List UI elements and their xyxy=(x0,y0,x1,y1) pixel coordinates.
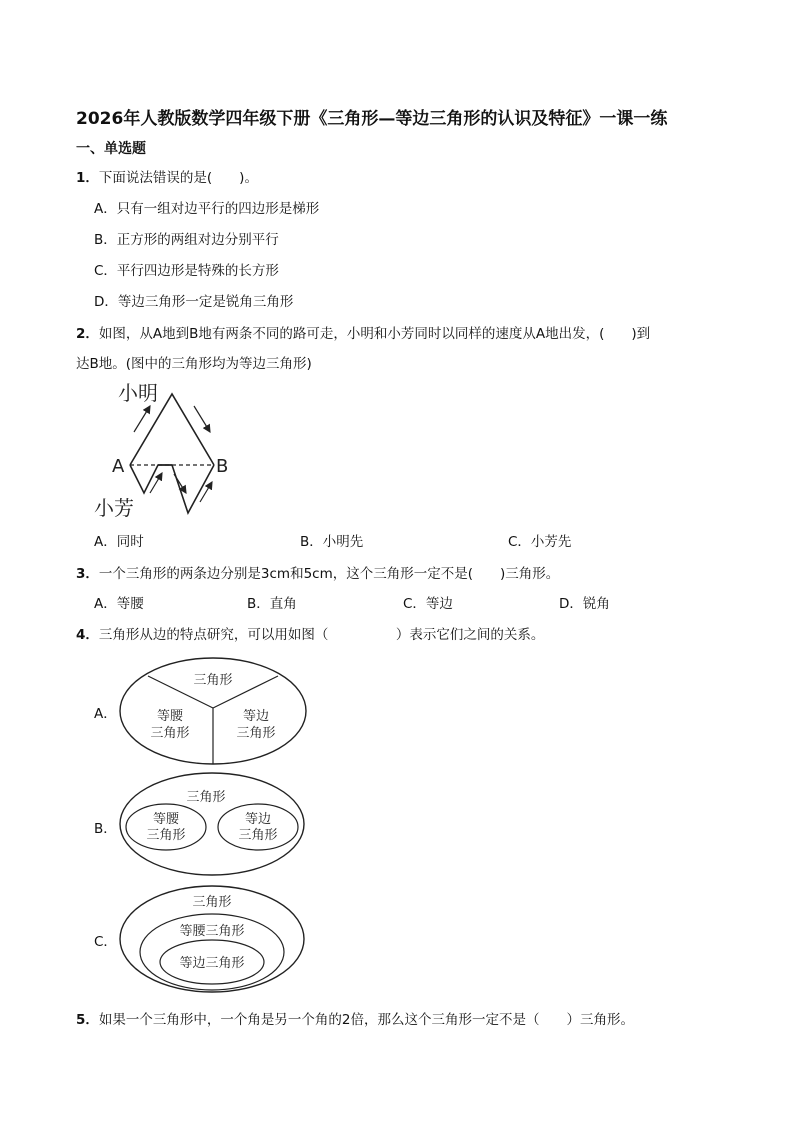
q3-option-b[interactable]: B．直角 xyxy=(247,596,297,612)
q1-option-d[interactable]: D．等边三角形一定是锐角三角形 xyxy=(94,294,294,310)
q3-option-d[interactable]: D．锐角 xyxy=(559,596,610,612)
question-number: 1． xyxy=(76,170,99,186)
question-number: 3． xyxy=(76,566,99,582)
svg-text:等边三角形: 等边三角形 xyxy=(179,956,245,971)
document-title: 2026年人教版数学四年级下册《三角形—等边三角形的认识及特征》一课一练 xyxy=(76,109,668,129)
arrow-up-icon xyxy=(200,482,212,502)
question-5 xyxy=(76,1008,634,1028)
question-text: 三角形从边的特点研究，可以用如图（ ）表示它们之间的关系。 xyxy=(98,627,545,643)
q1-option-a[interactable]: A．只有一组对边平行的四边形是梯形 xyxy=(94,201,320,217)
question-4 xyxy=(76,623,544,643)
q2-option-c[interactable]: C．小芳先 xyxy=(508,534,572,550)
svg-text:三角形: 三角形 xyxy=(186,790,226,805)
q1-option-c[interactable]: C．平行四边形是特殊的长方形 xyxy=(94,263,279,279)
svg-text:三角形: 三角形 xyxy=(146,828,186,843)
label-b: B xyxy=(216,456,229,477)
q3-option-c[interactable]: C．等边 xyxy=(403,596,453,612)
arrow-up-icon xyxy=(134,406,150,432)
question-number: 2． xyxy=(76,326,99,342)
svg-text:三角形: 三角形 xyxy=(238,828,278,843)
path-figure xyxy=(90,376,250,520)
label-xiaofang: 小芳 xyxy=(94,496,134,520)
question-number: 5． xyxy=(76,1012,99,1028)
section-heading: 一、单选题 xyxy=(76,141,146,157)
svg-text:等腰: 等腰 xyxy=(152,812,180,827)
question-2-line2: 达B地。(图中的三角形均为等边三角形) xyxy=(76,356,312,372)
label-xiaoming: 小明 xyxy=(118,381,158,405)
svg-text:等边: 等边 xyxy=(242,709,270,724)
svg-text:三角形: 三角形 xyxy=(236,726,276,741)
q4-option-b-label[interactable]: B． xyxy=(94,821,117,837)
q4-option-c-diagram[interactable] xyxy=(118,884,308,994)
svg-text:三角形: 三角形 xyxy=(193,673,233,688)
svg-text:三角形: 三角形 xyxy=(150,726,190,741)
question-3 xyxy=(76,562,559,582)
question-1 xyxy=(76,166,258,186)
svg-text:等边: 等边 xyxy=(244,812,272,827)
label-a: A xyxy=(112,456,125,477)
q1-option-b[interactable]: B．正方形的两组对边分别平行 xyxy=(94,232,279,248)
question-2 xyxy=(76,322,650,342)
xiaofang-route xyxy=(130,465,214,513)
question-text: 下面说法错误的是( )。 xyxy=(98,170,258,186)
svg-text:等腰三角形: 等腰三角形 xyxy=(179,924,245,939)
q3-option-a[interactable]: A．等腰 xyxy=(94,596,144,612)
question-text: 如果一个三角形中，一个角是另一个角的2倍，那么这个三角形一定不是（ ）三角形。 xyxy=(98,1012,634,1028)
question-text: 如图，从A地到B地有两条不同的路可走，小明和小芳同时以同样的速度从A地出发，( )到 xyxy=(98,326,651,342)
q4-option-a-diagram[interactable] xyxy=(118,656,308,768)
q4-option-a-label[interactable]: A． xyxy=(94,706,117,722)
question-text: 一个三角形的两条边分别是3cm和5cm，这个三角形一定不是( )三角形。 xyxy=(98,566,560,582)
q4-option-c-label[interactable]: C． xyxy=(94,934,117,950)
q2-option-a[interactable]: A．同时 xyxy=(94,534,144,550)
question-number: 4． xyxy=(76,627,99,643)
q4-option-b-diagram[interactable] xyxy=(118,771,308,877)
arrow-down-icon xyxy=(194,406,210,432)
svg-text:等腰: 等腰 xyxy=(156,709,184,724)
q2-option-b[interactable]: B．小明先 xyxy=(300,534,364,550)
svg-text:三角形: 三角形 xyxy=(192,895,232,910)
